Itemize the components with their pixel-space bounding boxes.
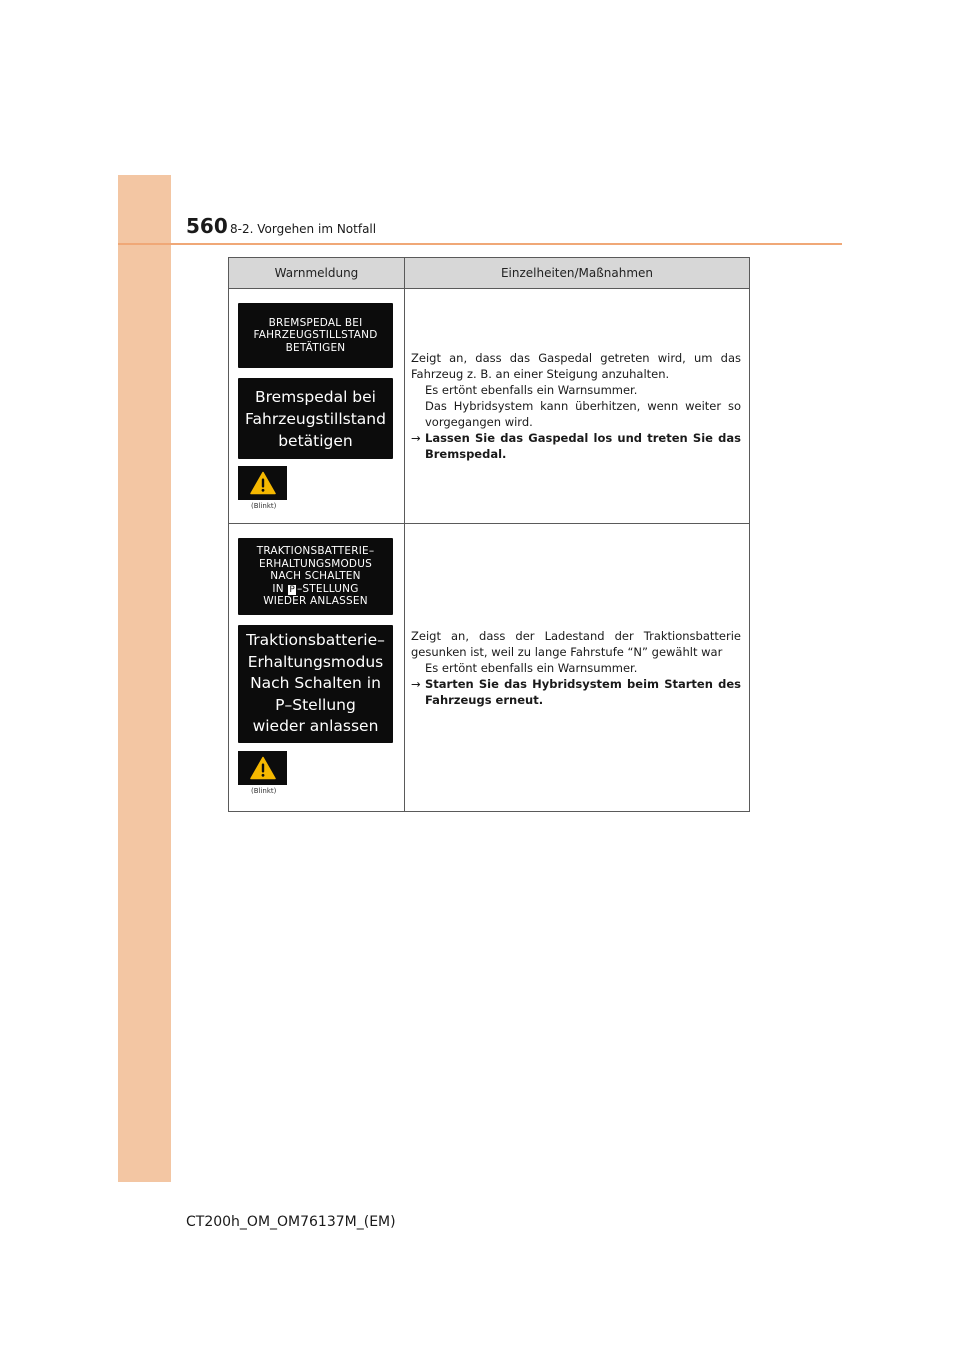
display-message-uppercase <box>238 538 393 615</box>
blink-label: (Blinkt) <box>251 502 277 510</box>
action-text: Lassen Sie das Gaspedal los und treten Sie das Bremspedal. <box>425 431 741 461</box>
action-text: Starten Sie das Hybridsystem beim Starten des Fahrzeugs erneut. <box>425 676 741 707</box>
details-action <box>411 676 741 708</box>
side-color-band <box>118 175 171 1182</box>
display-line: WIEDER ANLASSEN <box>263 595 368 608</box>
display-line <box>257 583 375 596</box>
display-message-mixedcase: Traktionsbatterie– Erhaltungsmodus Nach Schalten in P–Stellung wieder anlassen <box>238 625 393 743</box>
warning-indicator <box>238 751 287 785</box>
table-row <box>229 289 750 524</box>
display-line-part: –STELLUNG <box>296 582 359 595</box>
warning-images-cell <box>229 524 405 812</box>
details-sub-text: Es ertönt ebenfalls ein Warnsummer. <box>425 383 638 397</box>
warning-message-table <box>228 257 750 812</box>
table-header-row <box>229 258 750 289</box>
display-line-part: IN <box>272 582 284 595</box>
warning-triangle-icon <box>250 756 276 780</box>
details-main-text: Zeigt an, dass das Gaspedal getreten wird, um das Fahrzeug z. B. an einer Steigung anzuhalten. <box>411 351 741 381</box>
display-message-mixedcase: Bremspedal bei Fahrzeugstillstand betätigen <box>238 378 393 459</box>
warning-images-cell <box>229 289 405 524</box>
header-rule <box>118 243 842 245</box>
details-cell <box>405 289 750 524</box>
display-line: TRAKTIONSBATTERIE– <box>256 545 375 558</box>
display-line: ERHALTUNGSMODUS <box>259 557 372 570</box>
details-action <box>411 430 741 462</box>
details-sub-text: Das Hybridsystem kann überhitzen, wenn weiter so vorgegangen wird. <box>425 399 741 429</box>
document-code: CT200h_OM_OM76137M_(EM) <box>186 1214 396 1230</box>
display-line: NACH SCHALTEN <box>270 570 361 583</box>
arrow-right-icon: → <box>411 676 421 691</box>
display-message-uppercase: BREMSPEDAL BEI FAHRZEUGSTILLSTAND BETÄTIGEN <box>238 303 393 368</box>
column-header-details: Einzelheiten/Maßnahmen <box>405 258 750 289</box>
page-number: 560 <box>186 214 228 238</box>
section-title: 8-2. Vorgehen im Notfall <box>230 222 377 236</box>
warning-triangle-icon <box>250 471 276 495</box>
details-main-text: Zeigt an, dass der Ladestand der Traktionsbatterie gesunken ist, weil zu lange Fahrstufe “N” gewählt war <box>411 628 741 659</box>
details-sub-text: Es ertönt ebenfalls ein Warnsummer. <box>425 660 638 675</box>
arrow-right-icon: → <box>411 431 421 445</box>
column-header-warning: Warnmeldung <box>229 258 405 289</box>
blink-label: (Blinkt) <box>251 787 277 795</box>
p-position-icon: P <box>289 584 295 595</box>
warning-indicator <box>238 466 287 500</box>
details-cell <box>405 524 750 812</box>
table-row <box>229 524 750 812</box>
